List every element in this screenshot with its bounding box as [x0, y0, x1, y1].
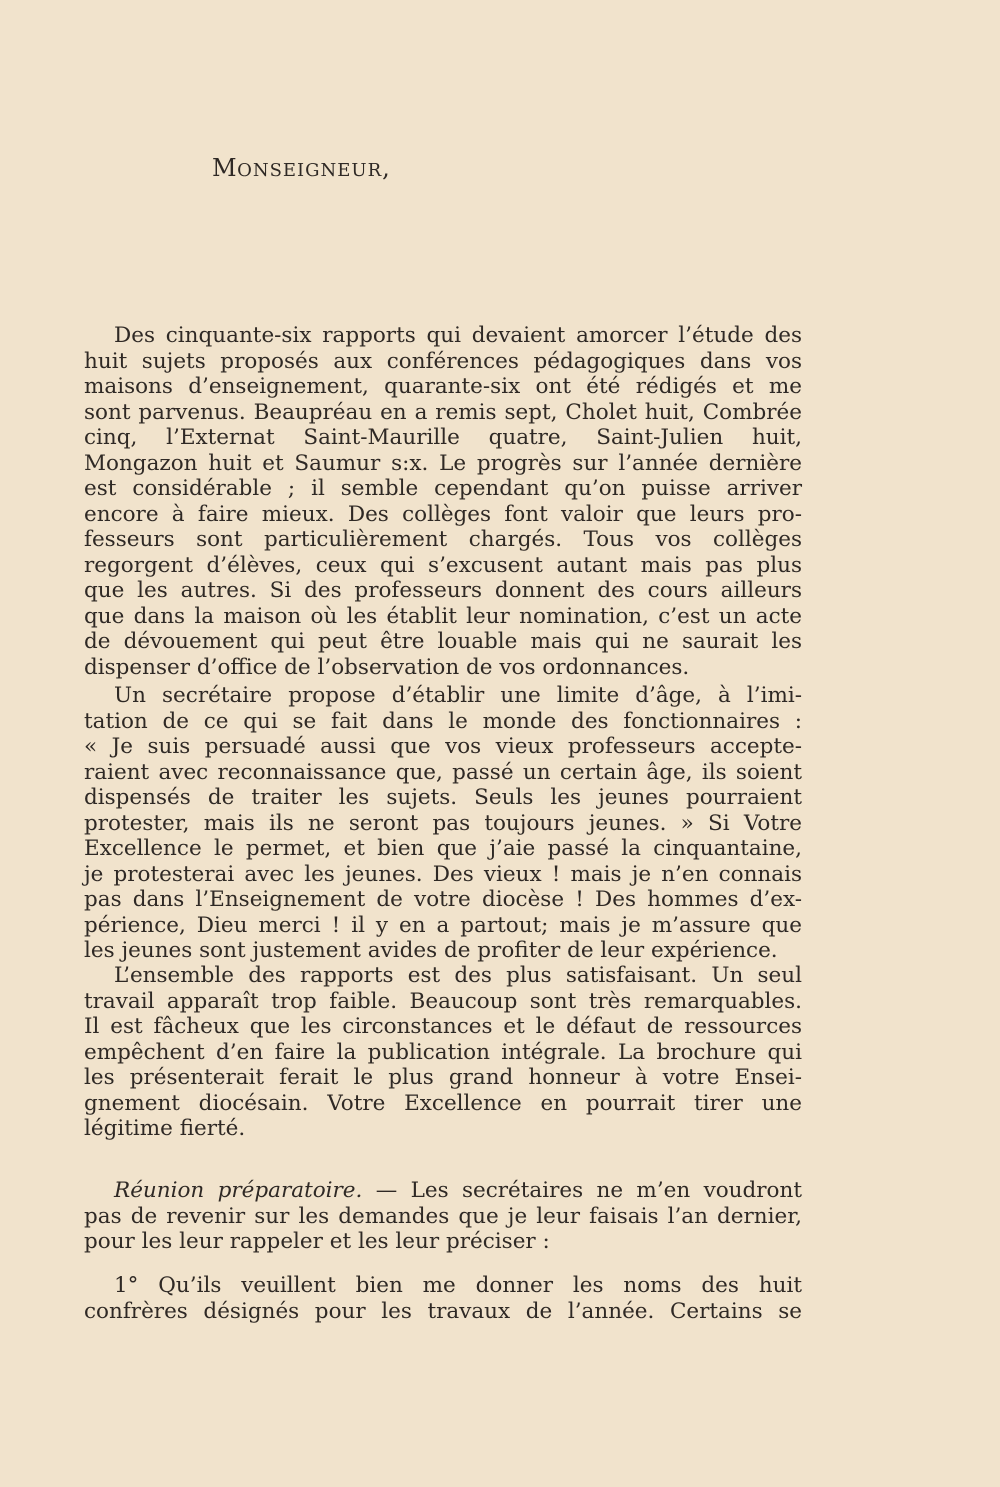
text-line: Excellence le permet, et bien que j’aie passé la cinquantaine,: [84, 836, 802, 861]
text-line: confrères désignés pour les travaux de l’année. Certains se: [84, 1298, 802, 1324]
text-line: périence, Dieu merci ! il y en a partout; mais je m’assure que: [84, 912, 802, 938]
text-line: les présenterait ferait le plus grand honneur à votre Ensei-: [84, 1065, 802, 1090]
text-line: je protesterai avec les jeunes. Des vieux ! mais je n’en connais: [84, 861, 802, 887]
text-line: Des cinquante-six rapports qui devaient amorcer l’étude des: [114, 323, 802, 348]
text-line: les jeunes sont justement avides de profiter de leur expérience.: [84, 938, 778, 963]
salutation-comma: ,: [382, 154, 391, 182]
text-line: pour les leur rappeler et les leur préciser :: [84, 1229, 550, 1254]
text-line: est considérable ; il semble cependant qu’on puisse arriver: [84, 476, 802, 501]
paragraph-ensemble: [84, 963, 802, 1142]
text-line: [84, 1178, 802, 1204]
paragraph-reunion: [84, 1178, 802, 1255]
salutation: [212, 154, 390, 182]
text-line: sont parvenus. Beaupréau en a remis sept, Cholet huit, Combrée: [84, 399, 802, 425]
text-line: Un secrétaire propose d’établir une limite d’âge, à l’imi-: [114, 683, 802, 708]
salutation-rest: ONSEIGNEUR: [237, 160, 383, 181]
text-line: dispenser d’office de l’observation de vos ordonnances.: [84, 654, 690, 680]
text-line: Mongazon huit et Saumur s:x. Le progrès sur l’année dernière: [84, 450, 802, 476]
text-line: pas de revenir sur les demandes que je leur faisais l’an dernier,: [84, 1203, 802, 1229]
text-line: protester, mais ils ne seront pas toujours jeunes. » Si Votre: [84, 810, 802, 836]
text-line: légitime fierté.: [84, 1116, 246, 1141]
text-line: dispensés de traiter les sujets. Seuls les jeunes pourraient: [84, 785, 802, 810]
text-line: raient avec reconnaissance que, passé un certain âge, ils soient: [84, 759, 802, 785]
text-line: empêchent d’en faire la publication intégrale. La brochure qui: [84, 1039, 802, 1065]
text-line: tation de ce qui se fait dans le monde des fonctionnaires :: [84, 708, 802, 734]
text-line: maisons d’enseignement, quarante-six ont été rédigés et me: [84, 374, 802, 399]
text-line: « Je suis persuadé aussi que vos vieux professeurs accepte-: [84, 734, 802, 759]
text-line: gnement diocésain. Votre Excellence en pourrait tirer une: [84, 1090, 802, 1116]
paragraph-item-1: [84, 1273, 802, 1324]
text-line: Il est fâcheux que les circonstances et le défaut de ressources: [84, 1014, 802, 1039]
text-line: fesseurs sont particulièrement chargés. Tous vos collèges: [84, 527, 802, 552]
text-line: 1° Qu’ils veuillent bien me donner les noms des huit: [114, 1273, 802, 1298]
text-line: de dévouement qui peut être louable mais qui ne saurait les: [84, 629, 802, 654]
text-line: travail apparaît trop faible. Beaucoup sont très remarquables.: [84, 988, 802, 1014]
text-line: regorgent d’élèves, ceux qui s’excusent autant mais pas plus: [84, 552, 802, 578]
text-line: cinq, l’Externat Saint-Maurille quatre, Saint-Julien huit,: [84, 425, 802, 450]
text-line: que les autres. Si des professeurs donnent des cours ailleurs: [84, 578, 802, 603]
text-line: pas dans l’Enseignement de votre diocèse ! Des hommes d’ex-: [84, 887, 802, 912]
salutation-initial: M: [212, 154, 238, 182]
paragraph-rapports: [84, 323, 802, 680]
text-line: encore à faire mieux. Des collèges font valoir que leurs pro-: [84, 501, 802, 527]
section-heading: Réunion préparatoire.: [114, 1178, 363, 1203]
text-line: que dans la maison où les établit leur nomination, c’est un acte: [84, 603, 802, 629]
text-line: huit sujets proposés aux conférences pédagogiques dans vos: [84, 348, 802, 374]
text-line: L’ensemble des rapports est des plus satisfaisant. Un seul: [114, 963, 802, 988]
paragraph-limite-age: [84, 683, 802, 964]
heading-continuation: — Les secrétaires ne m’en voudront: [375, 1178, 802, 1203]
